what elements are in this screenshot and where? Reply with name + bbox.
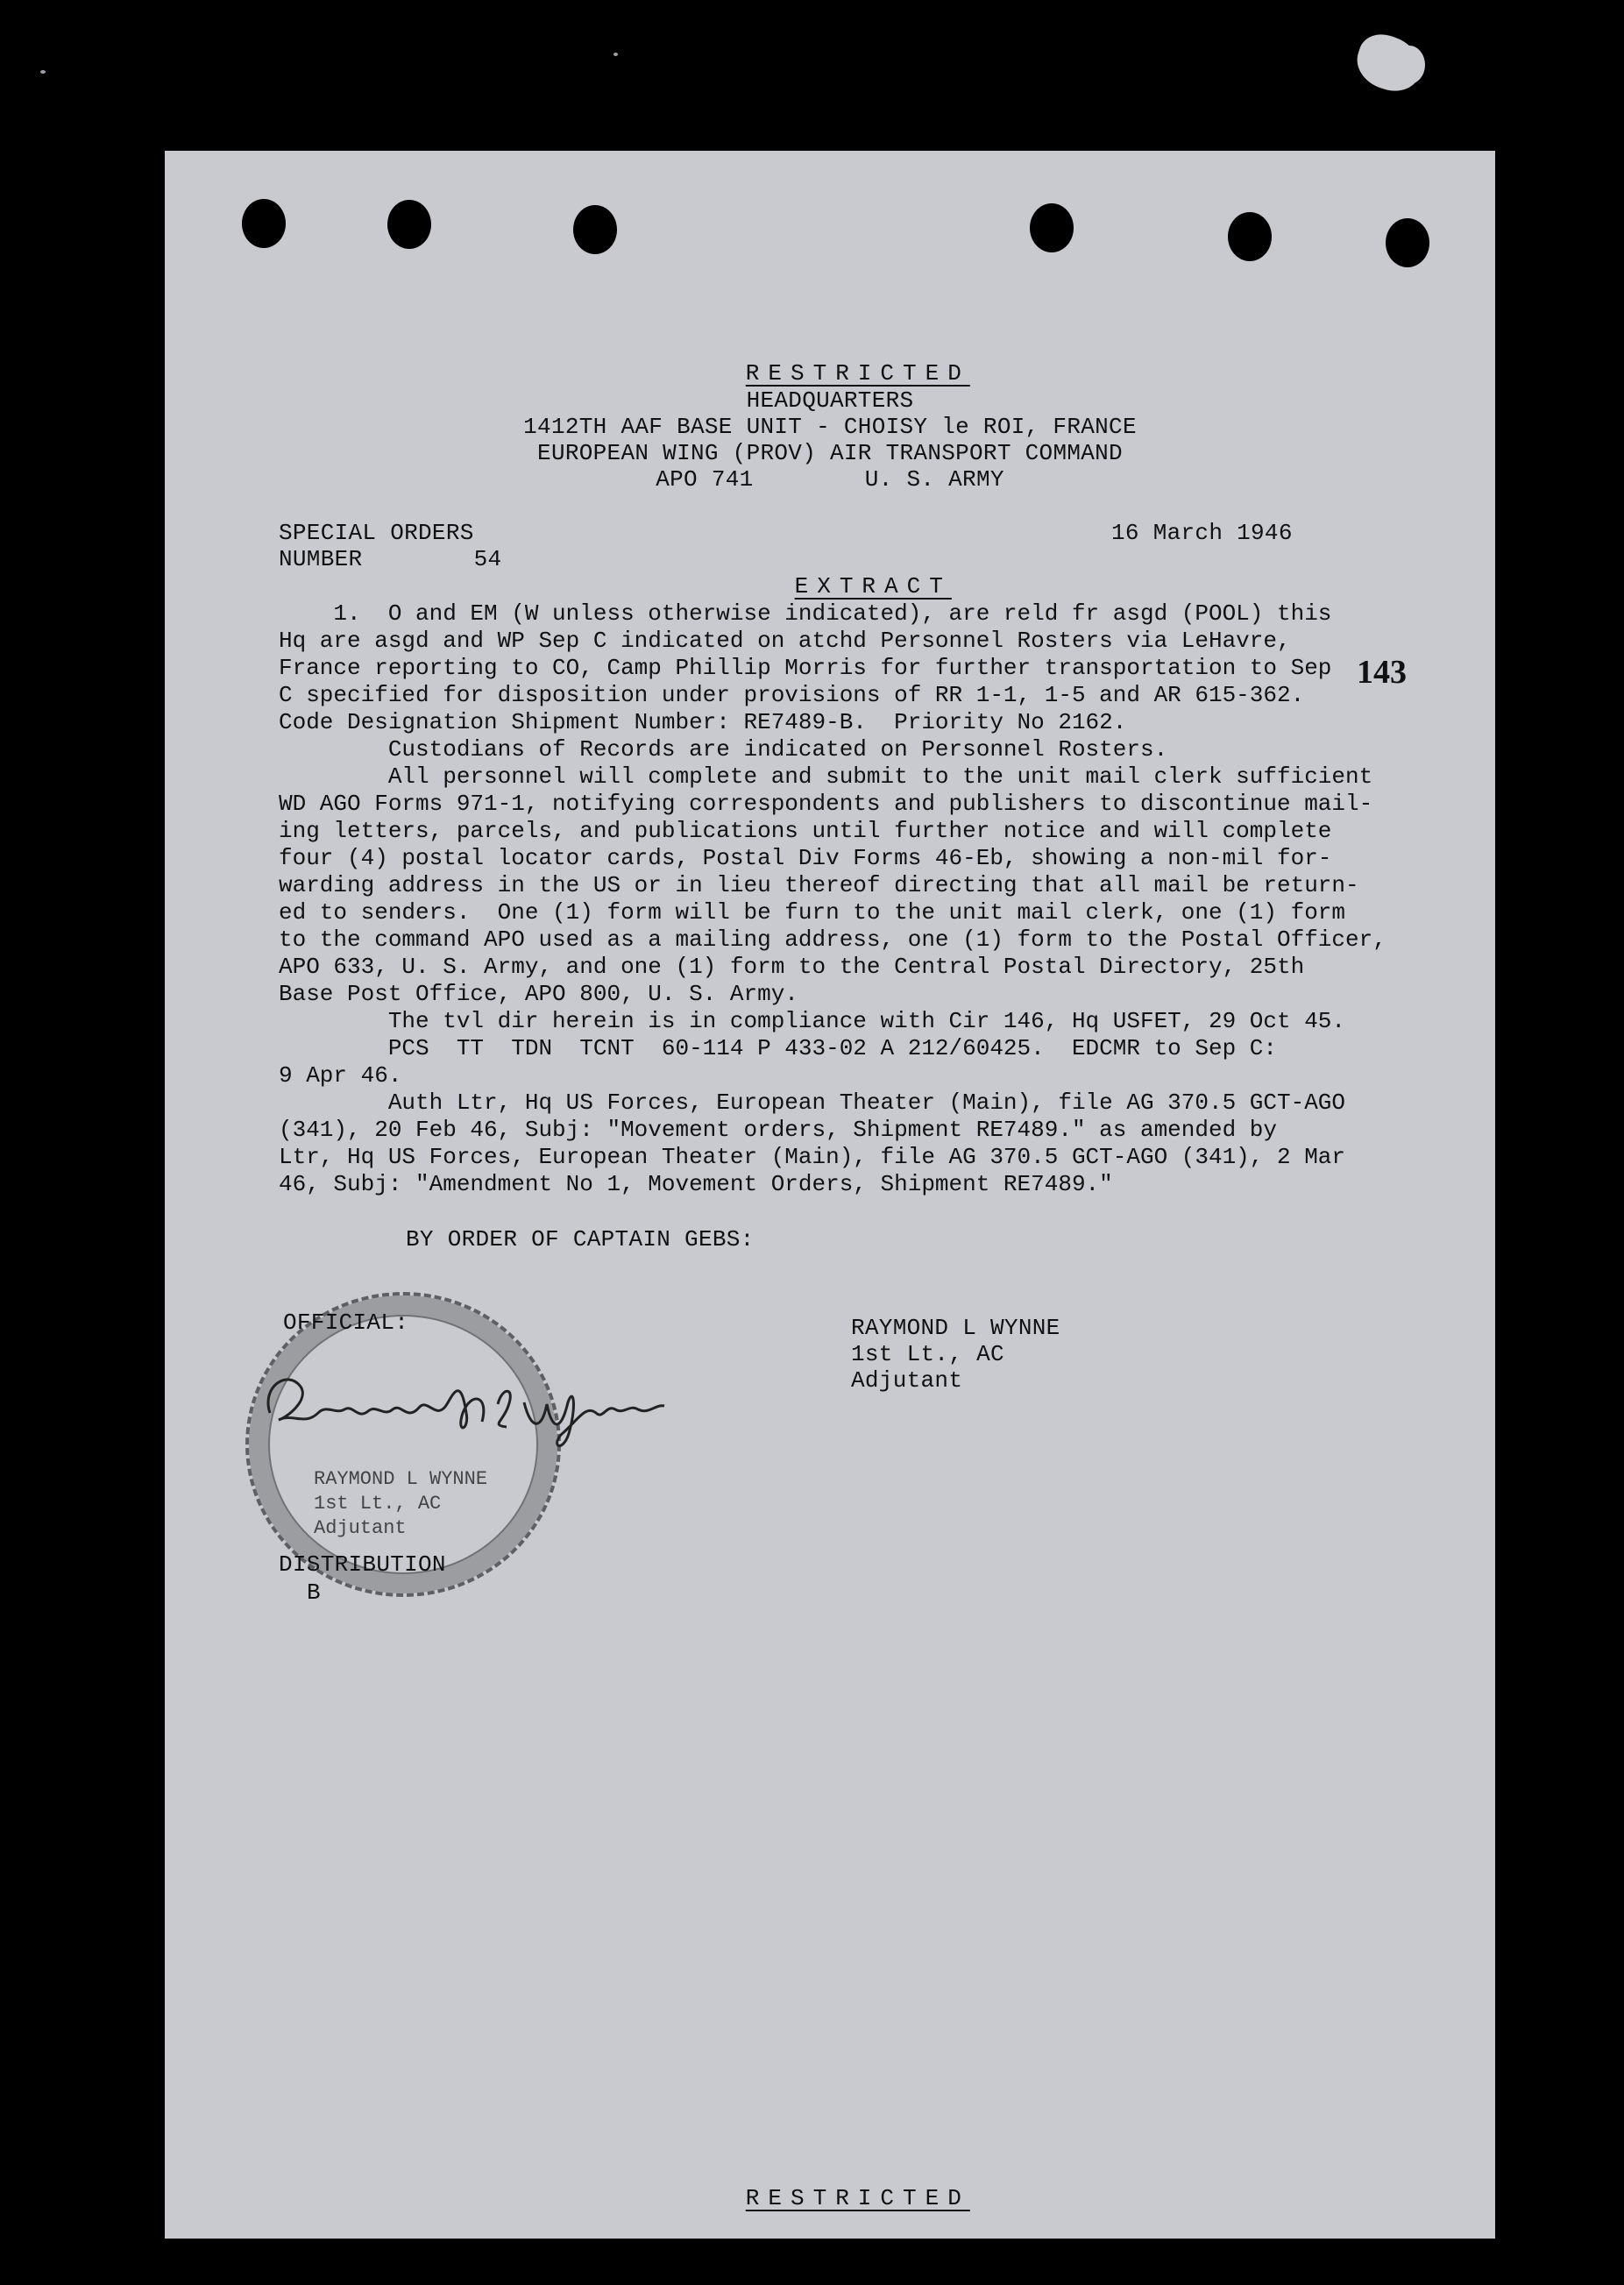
classification-header-text: RESTRICTED — [745, 360, 970, 387]
order-number: NUMBER 54 — [279, 546, 502, 572]
classification-footer — [165, 2158, 1495, 2239]
page-number: 143 — [1357, 654, 1407, 691]
distribution-label: DISTRIBUTION — [279, 1551, 446, 1578]
official-label: OFFICIAL: — [283, 1309, 409, 1336]
paragraph-assignment: 1. O and EM (W unless otherwise indicated), are reld fr asgd (POOL) this Hq are asgd and WP Sep C indicated on atchd Personnel Rosters via LeHavre, France reporting to CO, Camp Phillip Morris for further transportation to Sep C specified for disposition under provisions of RR 1-1, 1-5 and AR 615-362. Code Designation Shipment Number: RE7489-B. Priority No 2162. — [279, 600, 1332, 735]
distribution-value: B — [307, 1579, 321, 1606]
paragraph-authority: Auth Ltr, Hq US Forces, European Theater (Main), file AG 370.5 GCT-AGO (341), 20 Feb 46, Subj: "Movement orders, Shipment RE7489." as amended by Ltr, Hq US Forces, European Theater (Main), file AG 370.5 GCT-AGO (341), 2 Mar 46, Subj: "Amendment No 1, Movement Orders, Shipment RE7489." — [279, 1089, 1345, 1197]
paper-scrap — [1394, 46, 1425, 84]
unit-line: 1412TH AAF BASE UNIT - CHOISY le ROI, FRANCE — [523, 414, 1137, 440]
classification-footer-text: RESTRICTED — [745, 2185, 970, 2211]
dust-fleck — [40, 70, 46, 74]
headquarters-title: HEADQUARTERS — [746, 387, 914, 414]
handwritten-signature — [252, 1352, 691, 1457]
order-date: 16 March 1946 — [1111, 520, 1293, 546]
extract-heading-text: EXTRACT — [794, 573, 952, 600]
punch-hole — [387, 200, 431, 249]
punch-hole — [1030, 203, 1074, 252]
paragraph-pcs: PCS TT TDN TCNT 60-114 P 433-02 A 212/60425. EDCMR to Sep C: 9 Apr 46. — [279, 1035, 1277, 1089]
paragraph-travel-directive: The tvl dir herein is in compliance with Cir 146, Hq USFET, 29 Oct 45. — [279, 1008, 1345, 1034]
document-page — [165, 151, 1495, 2239]
special-orders-label: SPECIAL ORDERS — [279, 520, 474, 546]
punch-hole — [1228, 212, 1272, 261]
signer-block: RAYMOND L WYNNE 1st Lt., AC Adjutant — [851, 1315, 1060, 1394]
by-order-line: BY ORDER OF CAPTAIN GEBS: — [406, 1226, 755, 1252]
stamp-signer-block: RAYMOND L WYNNE 1st Lt., AC Adjutant — [314, 1468, 488, 1539]
paragraph-custodians: Custodians of Records are indicated on Personnel Rosters. — [279, 736, 1168, 763]
punch-hole — [573, 205, 617, 254]
wing-line: EUROPEAN WING (PROV) AIR TRANSPORT COMMAND — [537, 440, 1123, 466]
punch-hole — [242, 199, 286, 248]
paragraph-mail: All personnel will complete and submit to the unit mail clerk sufficient WD AGO Forms 971-1, notifying correspondents and publishers to discontinue mail- ing letters, parcels, and publications until further notice and will complete four (4) postal locator cards, Postal Div Forms 46-Eb, showing a non-mil for- warding address in the US or in lieu thereof directing that all mail be return- ed to senders. One (1) form will be furn to the unit mail clerk, one (1) form to the command APO used as a mailing address, one (1) form to the Postal Officer, APO 633, U. S. Army, and one (1) form to the Central Postal Directory, 25th Base Post Office, APO 800, U. S. Army. — [279, 763, 1386, 1007]
dust-fleck — [613, 53, 618, 56]
punch-hole — [1386, 218, 1429, 267]
apo-line: APO 741 U. S. ARMY — [656, 466, 1004, 493]
